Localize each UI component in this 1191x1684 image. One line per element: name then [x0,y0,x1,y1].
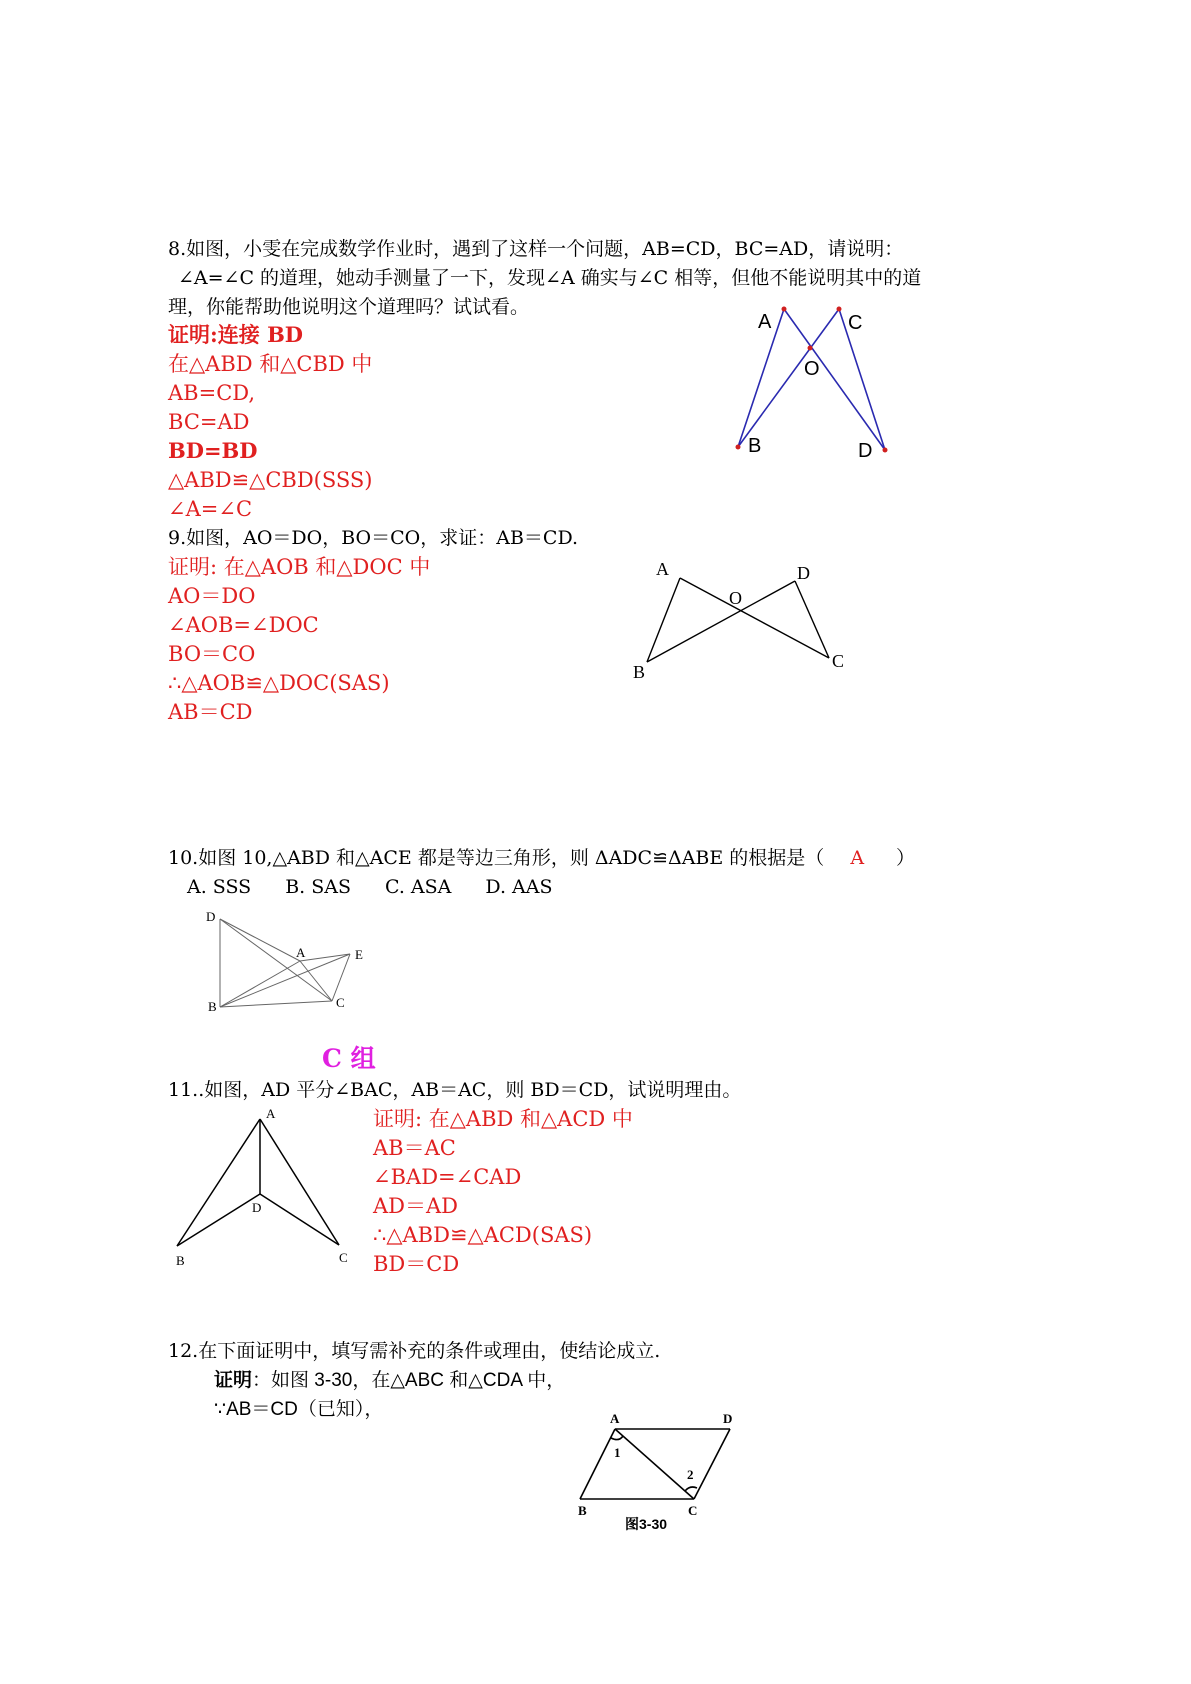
point-label-a: A [266,1106,276,1121]
point-label-c: C [832,651,845,671]
q10-option-c: C. ASA [384,876,452,898]
point-label-d: D [252,1200,262,1215]
q9-proof-line: AO＝DO [168,584,256,608]
point-label-a: A [610,1411,620,1426]
q8-proof-line: AB=CD, [168,381,256,405]
q8-proof-line: 证明:连接 BD [168,322,304,347]
q9-proof-line: ∴△AOB≌△DOC(SAS) [168,671,390,695]
q12-proof-line-1 [214,1368,565,1394]
q9-proof-line: ∠AOB=∠DOC [168,613,319,637]
q12-proof-text: ：如图 3-30，在△ABC 和△CDA 中， [252,1370,566,1391]
angle-label-1: 1 [614,1445,621,1460]
q8-proof-line: ∠A=∠C [168,497,253,521]
q8-question-line-1: 8.如图，小雯在完成数学作业时，遇到了这样一个问题，AB=CD，BC=AD，请说明： [168,238,904,260]
q12-proof-line-2: ∵AB＝CD（已知）， [214,1399,384,1420]
q9-bowtie-figure [625,555,865,685]
figure-caption: 图3-30 [625,1516,668,1532]
q12-parallelogram-figure [570,1405,750,1535]
q11-question: 11..如图，AD 平分∠BAC，AB＝AC，则 BD＝CD，试说明理由。 [168,1079,742,1101]
q9-proof-line: AB＝CD [168,700,253,724]
point-label-d: D [797,563,810,583]
q11-proof-line: AD＝AD [373,1194,459,1218]
q10-options [187,874,552,900]
q10-equilateral-triangles-figure [200,905,375,1020]
point-label-c: C [688,1503,698,1518]
q10-question-close: ） [896,847,916,869]
q10-option-a: A. SSS [187,876,252,898]
q10-answer: A [850,847,865,869]
point-label-e: E [355,947,363,962]
q11-proof-line: ∴△ABD≌△ACD(SAS) [373,1223,593,1247]
q10-option-d: D. AAS [485,876,553,898]
q10-question-text: 10.如图 10,△ABD 和△ACE 都是等边三角形，则 ΔADC≌ΔABE 的根据是（ [168,847,825,869]
q11-proof-line: ∠BAD=∠CAD [373,1165,522,1189]
q11-arrowhead-figure [165,1100,365,1275]
point-label-b: B [633,662,646,682]
q8-question-line-3: 理，你能帮助他说明这个道理吗？试试看。 [168,296,530,318]
section-c-heading: C 组 [322,1044,376,1073]
q12-proof-label: 证明 [214,1370,253,1391]
q11-proof-line: AB＝AC [373,1136,456,1160]
q9-question: 9.如图，AO＝DO，BO＝CO，求证：AB＝CD. [168,527,579,549]
point-label-b: B [208,999,217,1014]
q12-question: 12.在下面证明中，填写需补充的条件或理由，使结论成立. [168,1340,661,1362]
point-label-b: B [176,1253,185,1268]
point-label-d: D [206,909,216,924]
point-label-o: O [804,358,820,380]
point-label-a: A [758,311,772,333]
point-label-a: A [656,559,669,579]
point-label-a: A [296,945,306,960]
q11-proof-line: BD＝CD [373,1252,460,1276]
q10-option-b: B. SAS [285,876,351,898]
point-label-d: D [858,440,873,462]
point-label-b: B [748,435,762,457]
q8-proof-line: △ABD≌△CBD(SSS) [168,468,373,492]
point-label-o: O [729,588,742,608]
angle-label-2: 2 [687,1467,694,1482]
q11-proof-line: 证明: 在△ABD 和△ACD 中 [373,1107,633,1131]
point-label-c: C [848,312,863,334]
q8-question-line-2: ∠A=∠C 的道理，她动手测量了一下，发现∠A 确实与∠C 相等，但他不能说明其中的道 [178,267,922,289]
point-label-c: C [336,995,345,1010]
q8-proof-line: BC=AD [168,410,250,434]
point-label-c: C [339,1250,348,1265]
point-label-b: B [578,1503,587,1518]
q8-proof-line: BD=BD [168,438,258,463]
q8-proof-line: 在△ABD 和△CBD 中 [168,352,373,376]
q9-proof-line: BO＝CO [168,642,256,666]
q10-question [168,845,915,871]
point-label-d: D [723,1411,733,1426]
q8-crossed-triangles-figure [720,295,920,470]
q9-proof-line: 证明: 在△AOB 和△DOC 中 [168,555,431,579]
